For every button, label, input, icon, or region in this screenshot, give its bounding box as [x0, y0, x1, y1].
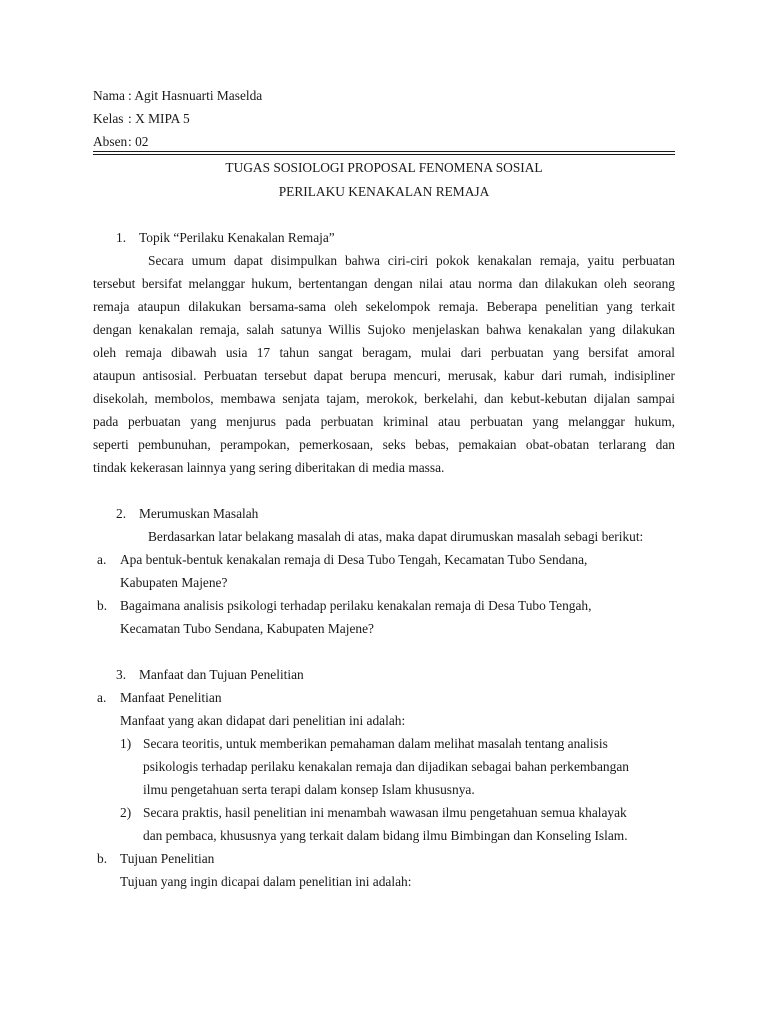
problem-a-line: Apa bentuk-bentuk kenakalan remaja di Desa Tubo Tengah, Kecamatan Tubo Sendana,: [120, 552, 588, 567]
list-marker-1: 1): [120, 736, 132, 751]
absen-value: : 02: [128, 134, 149, 149]
problem-b-line: Bagaimana analisis psikologi terhadap perilaku kenakalan remaja di Desa Tubo Tengah,: [120, 598, 592, 613]
identity-kelas-row: [93, 110, 190, 128]
section1-number: 1.: [116, 230, 127, 245]
manfaat-intro: Manfaat yang akan didapat dari penelitian ini adalah:: [120, 713, 406, 728]
list-marker-a: a.: [97, 552, 107, 567]
manfaat-point1-line: psikologis terhadap perilaku kenakalan remaja dan dijadikan sebagai bahan perkembangan: [143, 759, 629, 774]
list-marker-b: b.: [97, 851, 108, 866]
list-marker-2: 2): [120, 805, 132, 820]
problem-b-line: Kecamatan Tubo Sendana, Kabupaten Majene?: [120, 621, 374, 636]
section1-paragraph-line: Secara umum dapat disimpulkan bahwa ciri-ciri pokok kenakalan remaja, yaitu perbuatan: [148, 253, 675, 268]
section1-paragraph-line: ataupun antisosial. Perbuatan tersebut dapat berupa mencuri, merusak, kabur dari rumah, indisipliner: [93, 368, 675, 383]
manfaat-point2-line: dan pembaca, khususnya yang terkait dalam bidang ilmu Bimbingan dan Konseling Islam.: [143, 828, 628, 843]
manfaat-point1-line: Secara teoritis, untuk memberikan pemahaman dalam melihat masalah tentang analisis: [143, 736, 608, 751]
section3-heading: Manfaat dan Tujuan Penelitian: [139, 667, 304, 682]
nama-value: : Agit Hasnuarti Maselda: [128, 88, 263, 103]
section2-intro: Berdasarkan latar belakang masalah di atas, maka dapat dirumuskan masalah sebagi berikut:: [148, 529, 644, 544]
list-marker-b: b.: [97, 598, 108, 613]
identity-absen-row: [93, 133, 148, 151]
list-marker-a: a.: [97, 690, 107, 705]
manfaat-heading: Manfaat Penelitian: [120, 690, 222, 705]
section1-paragraph-line: tersebut bersifat melanggar hukum, bertentangan dengan nilai atau norma dan dilakukan oleh seorang: [93, 276, 675, 291]
kelas-label: Kelas: [93, 111, 124, 126]
header-rule-top: [93, 151, 675, 152]
section1-heading: Topik “Perilaku Kenakalan Remaja”: [139, 230, 335, 245]
section2-heading: Merumuskan Masalah: [139, 506, 259, 521]
document-title: TUGAS SOSIOLOGI PROPOSAL FENOMENA SOSIAL: [225, 160, 543, 175]
section1-paragraph-line: dengan kenakalan remaja, salah satunya Willis Sujoko menjelaskan bahwa kenakalan yang dilakukan: [93, 322, 675, 337]
section1-paragraph-line: oleh remaja dibawah usia 17 tahun sangat beragam, mulai dari perbuatan yang bersifat amoral: [93, 345, 675, 360]
manfaat-point2-line: Secara praktis, hasil penelitian ini menambah wawasan ilmu pengetahuan semua khalayak: [143, 805, 627, 820]
tujuan-heading: Tujuan Penelitian: [120, 851, 215, 866]
problem-a-line: Kabupaten Majene?: [120, 575, 228, 590]
nama-label: Nama: [93, 88, 125, 103]
section1-paragraph-line: tindak kekerasan lainnya yang sering diberitakan di media massa.: [93, 460, 445, 475]
absen-label: Absen: [93, 134, 128, 149]
section1-paragraph-line: pada perbuatan yang menjurus pada perbuatan kriminal atau perbuatan yang melanggar hukum,: [93, 414, 675, 429]
manfaat-point1-line: ilmu pengetahuan serta terapi dalam konsep Islam khususnya.: [143, 782, 475, 797]
kelas-value: : X MIPA 5: [128, 111, 190, 126]
header-rule-bottom: [93, 154, 675, 155]
section1-paragraph-line: seperti pembunuhan, perampokan, pemerkosaan, seks bebas, pemakaian obat-obatan terlarang dan: [93, 437, 675, 452]
tujuan-intro: Tujuan yang ingin dicapai dalam penelitian ini adalah:: [120, 874, 412, 889]
identity-nama-row: [93, 87, 262, 105]
section1-paragraph-line: remaja ataupun dilakukan bersama-sama oleh sekelompok remaja. Beberapa penelitian yang terkait: [93, 299, 675, 314]
section3-number: 3.: [116, 667, 127, 682]
section1-paragraph-line: disekolah, membolos, membawa senjata tajam, merokok, berkelahi, dan kebut-kebutan dijalan sampai: [93, 391, 675, 406]
section2-number: 2.: [116, 506, 127, 521]
document-subtitle: PERILAKU KENAKALAN REMAJA: [278, 184, 490, 199]
